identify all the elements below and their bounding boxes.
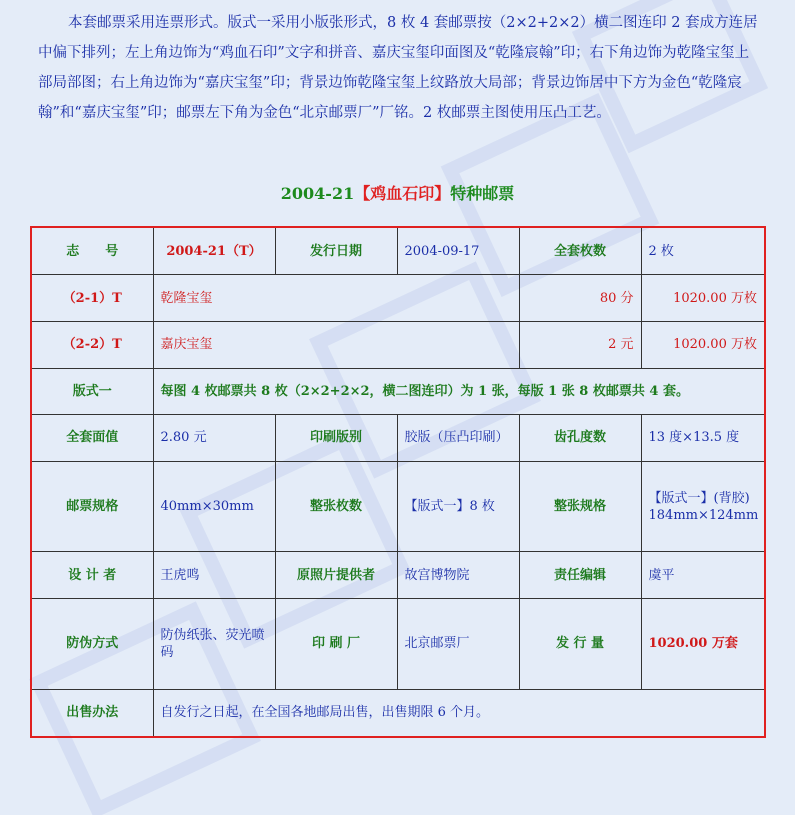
stamp-2-value: 2 元: [519, 321, 641, 368]
value-format: 每图 4 枚邮票共 8 枚（2×2+2×2，横二图连印）为 1 张，每版 1 张 8 枚邮票共 4 套。: [153, 368, 765, 415]
title-code: 2004-21: [280, 184, 355, 203]
label-print-method: 印刷版别: [275, 415, 397, 462]
value-sheet-size: [641, 461, 765, 552]
stamp-1-quantity: 1020.00 万枚: [641, 275, 765, 322]
page-title: [0, 181, 795, 204]
label-stamp-size: 邮票规格: [31, 461, 153, 552]
label-set-count: 全套枚数: [519, 227, 641, 275]
table-row: [31, 368, 765, 415]
title-suffix: 特种邮票: [450, 184, 515, 203]
table-row: [31, 321, 765, 368]
label-editor: 责任编辑: [519, 552, 641, 599]
stamp-1-name: 乾隆宝玺: [153, 275, 519, 322]
value-circulation: 1020.00 万套: [641, 598, 765, 689]
value-sale-method: 自发行之日起，在全国各地邮局出售，出售期限 6 个月。: [153, 689, 765, 737]
value-printer: 北京邮票厂: [397, 598, 519, 689]
label-perforation: 齿孔度数: [519, 415, 641, 462]
label-photo-provider: 原照片提供者: [275, 552, 397, 599]
value-photo-provider: 故宫博物院: [397, 552, 519, 599]
table-row: [31, 415, 765, 462]
table-row: [31, 275, 765, 322]
value-perforation: 13 度×13.5 度: [641, 415, 765, 462]
table-row: [31, 689, 765, 737]
label-anti-counterfeit: 防伪方式: [31, 598, 153, 689]
intro-paragraph: 本套邮票采用连票形式。版式一采用小版张形式，8 枚 4 套邮票按（2×2+2×2）横二图连印 2 套成方连居中偏下排列；左上角边饰为“鸡血石印”文字和拼音、嘉庆宝玺印面图及“乾隆宸翰”印；右下角边饰为乾隆宝玺上部局部图；右上角边饰为“嘉庆宝玺”印；背景边饰乾隆宝玺上纹路放大局部；背景边饰居中下方为金色“乾隆宸翰”和“嘉庆宝玺”印；邮票左下角为金色“北京邮票厂”厂铭。2 枚邮票主图使用压凸工艺。: [38, 15, 758, 121]
stamp-1-value: 80 分: [519, 275, 641, 322]
label-format: 版式一: [31, 368, 153, 415]
label-face-value: 全套面值: [31, 415, 153, 462]
table-row: [31, 461, 765, 552]
value-designer: 王虎鸣: [153, 552, 275, 599]
value-print-method: 胶版（压凸印刷）: [397, 415, 519, 462]
label-circulation: 发 行 量: [519, 598, 641, 689]
label-sale-method: 出售办法: [31, 689, 153, 737]
label-stamp-1: （2-1）T: [31, 275, 153, 322]
value-sheet-count: 【版式一】8 枚: [397, 461, 519, 552]
label-issue-date: 发行日期: [275, 227, 397, 275]
sheet-size-format: 【版式一】(背胶): [648, 490, 750, 506]
label-sheet-size: 整张规格: [519, 461, 641, 552]
value-issue-number: 2004-21（T）: [153, 227, 275, 275]
value-stamp-size: 40mm×30mm: [153, 461, 275, 552]
title-name: 【鸡血石印】: [354, 184, 451, 203]
stamp-2-name: 嘉庆宝玺: [153, 321, 519, 368]
label-stamp-2: （2-2）T: [31, 321, 153, 368]
table-row: [31, 227, 765, 275]
stamp-2-quantity: 1020.00 万枚: [641, 321, 765, 368]
table-row: [31, 552, 765, 599]
sheet-size-dimensions: 184mm×124mm: [648, 507, 759, 523]
value-anti-counterfeit: 防伪纸张、荧光喷码: [153, 598, 275, 689]
stamp-info-table: [30, 226, 766, 738]
value-issue-date: 2004-09-17: [397, 227, 519, 275]
table-row: [31, 598, 765, 689]
value-set-count: 2 枚: [641, 227, 765, 275]
label-sheet-count: 整张枚数: [275, 461, 397, 552]
label-issue-number: 志 号: [31, 227, 153, 275]
value-face-value: 2.80 元: [153, 415, 275, 462]
label-printer: 印 刷 厂: [275, 598, 397, 689]
value-editor: 虞平: [641, 552, 765, 599]
label-designer: 设 计 者: [31, 552, 153, 599]
